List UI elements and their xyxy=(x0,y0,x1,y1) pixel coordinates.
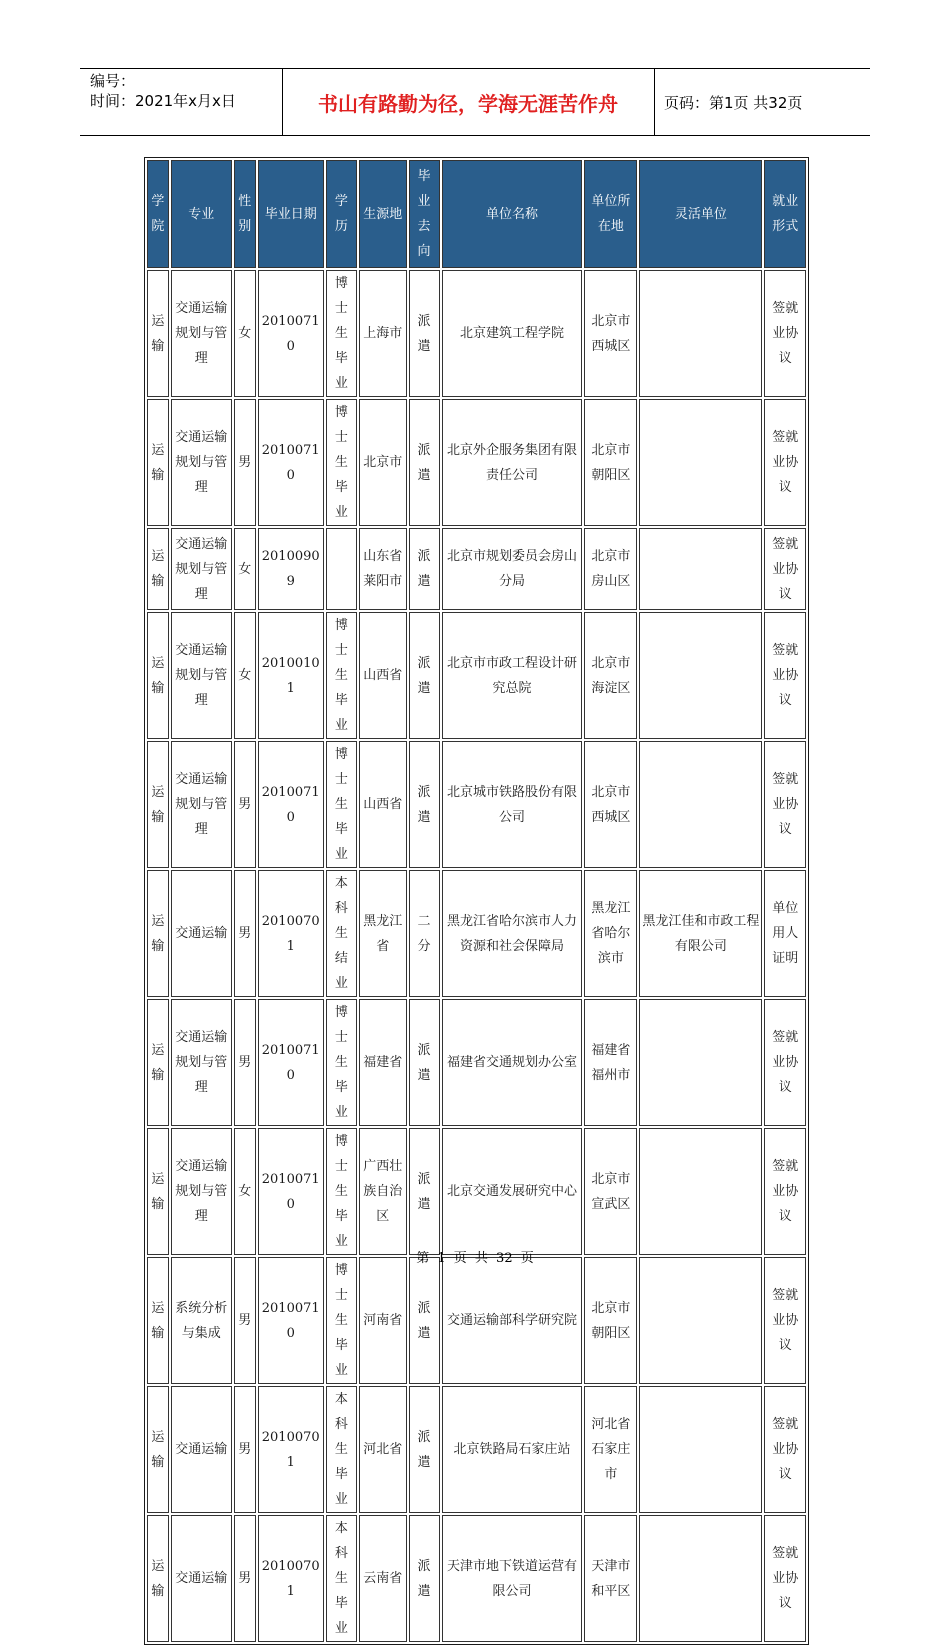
cell-destination: 派遣 xyxy=(409,612,440,739)
cell-employer: 福建省交通规划办公室 xyxy=(442,999,583,1126)
cell-major: 系统分析与集成 xyxy=(171,1257,232,1384)
header-page-info: 页码：第1页 共32页 xyxy=(664,93,803,112)
column-header-employer: 单位名称 xyxy=(442,160,583,268)
document-date: 时间：2021年x月x日 xyxy=(90,92,236,110)
cell-college: 运输 xyxy=(147,1257,169,1384)
cell-destination: 派遣 xyxy=(409,1386,440,1513)
cell-employment-form: 签就业协议 xyxy=(764,1128,806,1255)
cell-destination: 派遣 xyxy=(409,1515,440,1642)
cell-college: 运输 xyxy=(147,741,169,868)
cell-flexible-employer xyxy=(639,612,762,739)
cell-employer-location: 天津市和平区 xyxy=(584,1515,637,1642)
table-header-row xyxy=(147,160,806,268)
cell-employer: 天津市地下铁道运营有限公司 xyxy=(442,1515,583,1642)
cell-flexible-employer xyxy=(639,399,762,526)
cell-degree xyxy=(326,528,357,610)
cell-origin: 山西省 xyxy=(359,612,407,739)
column-header-origin: 生源地 xyxy=(359,160,407,268)
cell-employer: 北京城市铁路股份有限公司 xyxy=(442,741,583,868)
column-header-graduation-date: 毕业日期 xyxy=(258,160,324,268)
cell-employer: 交通运输部科学研究院 xyxy=(442,1257,583,1384)
employment-table-wrapper xyxy=(144,157,809,1645)
cell-major: 交通运输规划与管理 xyxy=(171,528,232,610)
table-row xyxy=(147,1515,806,1642)
cell-gender: 男 xyxy=(234,1257,256,1384)
table-row xyxy=(147,270,806,397)
header-motto: 书山有路勤为径，学海无涯苦作舟 xyxy=(318,91,618,116)
cell-employment-form: 签就业协议 xyxy=(764,528,806,610)
cell-employer: 黑龙江省哈尔滨市人力资源和社会保障局 xyxy=(442,870,583,997)
cell-employer-location: 北京市宣武区 xyxy=(584,1128,637,1255)
cell-origin: 云南省 xyxy=(359,1515,407,1642)
cell-college: 运输 xyxy=(147,612,169,739)
cell-employer-location: 黑龙江省哈尔滨市 xyxy=(584,870,637,997)
page-footer: 第 1 页 共 32 页 xyxy=(416,1251,534,1266)
cell-employer-location: 北京市房山区 xyxy=(584,528,637,610)
cell-degree: 博士生毕业 xyxy=(326,612,357,739)
cell-college: 运输 xyxy=(147,399,169,526)
cell-gender: 女 xyxy=(234,612,256,739)
cell-gender: 男 xyxy=(234,1515,256,1642)
cell-employment-form: 签就业协议 xyxy=(764,1386,806,1513)
cell-origin: 山东省莱阳市 xyxy=(359,528,407,610)
header-divider xyxy=(654,69,655,135)
cell-major: 交通运输规划与管理 xyxy=(171,741,232,868)
table-row xyxy=(147,528,806,610)
cell-major: 交通运输规划与管理 xyxy=(171,1128,232,1255)
cell-degree: 本科生毕业 xyxy=(326,1386,357,1513)
cell-gender: 女 xyxy=(234,528,256,610)
cell-major: 交通运输规划与管理 xyxy=(171,999,232,1126)
cell-employer-location: 北京市朝阳区 xyxy=(584,399,637,526)
column-header-degree: 学历 xyxy=(326,160,357,268)
cell-college: 运输 xyxy=(147,999,169,1126)
cell-degree: 本科生毕业 xyxy=(326,1515,357,1642)
cell-degree: 博士生毕业 xyxy=(326,741,357,868)
cell-degree: 博士生毕业 xyxy=(326,1128,357,1255)
cell-employer: 北京市规划委员会房山分局 xyxy=(442,528,583,610)
cell-flexible-employer xyxy=(639,270,762,397)
cell-graduation-date: 20100701 xyxy=(258,870,324,997)
cell-major: 交通运输 xyxy=(171,1386,232,1513)
cell-employer-location: 福建省福州市 xyxy=(584,999,637,1126)
cell-gender: 女 xyxy=(234,1128,256,1255)
cell-origin: 上海市 xyxy=(359,270,407,397)
cell-graduation-date: 20100710 xyxy=(258,999,324,1126)
cell-origin: 黑龙江省 xyxy=(359,870,407,997)
cell-origin: 北京市 xyxy=(359,399,407,526)
cell-employment-form: 签就业协议 xyxy=(764,612,806,739)
cell-employer: 北京铁路局石家庄站 xyxy=(442,1386,583,1513)
cell-employer-location: 北京市海淀区 xyxy=(584,612,637,739)
cell-gender: 男 xyxy=(234,741,256,868)
cell-graduation-date: 20100701 xyxy=(258,1386,324,1513)
table-row xyxy=(147,870,806,997)
column-header-employer-location: 单位所在地 xyxy=(584,160,637,268)
cell-origin: 河北省 xyxy=(359,1386,407,1513)
cell-employment-form: 签就业协议 xyxy=(764,1515,806,1642)
cell-origin: 河南省 xyxy=(359,1257,407,1384)
cell-degree: 博士生毕业 xyxy=(326,999,357,1126)
cell-gender: 男 xyxy=(234,870,256,997)
table-row xyxy=(147,741,806,868)
cell-gender: 男 xyxy=(234,399,256,526)
cell-origin: 山西省 xyxy=(359,741,407,868)
cell-degree: 博士生毕业 xyxy=(326,1257,357,1384)
cell-degree: 本科生结业 xyxy=(326,870,357,997)
cell-flexible-employer xyxy=(639,741,762,868)
cell-graduation-date: 20100710 xyxy=(258,270,324,397)
table-body xyxy=(147,270,806,1642)
cell-employer: 北京交通发展研究中心 xyxy=(442,1128,583,1255)
cell-destination: 派遣 xyxy=(409,399,440,526)
cell-destination: 派遣 xyxy=(409,999,440,1126)
cell-degree: 博士生毕业 xyxy=(326,399,357,526)
table-row xyxy=(147,1128,806,1255)
cell-employment-form: 签就业协议 xyxy=(764,1257,806,1384)
column-header-employment-form: 就业形式 xyxy=(764,160,806,268)
cell-flexible-employer xyxy=(639,528,762,610)
cell-gender: 男 xyxy=(234,999,256,1126)
column-header-major: 专业 xyxy=(171,160,232,268)
page-header xyxy=(80,68,870,136)
cell-destination: 派遣 xyxy=(409,528,440,610)
header-meta xyxy=(90,71,290,111)
cell-employer-location: 北京市西城区 xyxy=(584,270,637,397)
cell-graduation-date: 20100710 xyxy=(258,399,324,526)
cell-college: 运输 xyxy=(147,1515,169,1642)
cell-destination: 派遣 xyxy=(409,741,440,868)
document-number-label: 编号： xyxy=(90,72,136,90)
cell-employment-form: 签就业协议 xyxy=(764,741,806,868)
cell-graduation-date: 20100710 xyxy=(258,1128,324,1255)
cell-flexible-employer xyxy=(639,1386,762,1513)
cell-gender: 女 xyxy=(234,270,256,397)
cell-gender: 男 xyxy=(234,1386,256,1513)
cell-college: 运输 xyxy=(147,270,169,397)
cell-employer-location: 北京市西城区 xyxy=(584,741,637,868)
cell-flexible-employer xyxy=(639,1128,762,1255)
cell-employer-location: 河北省石家庄市 xyxy=(584,1386,637,1513)
column-header-destination: 毕业去向 xyxy=(409,160,440,268)
cell-flexible-employer xyxy=(639,1257,762,1384)
table-row xyxy=(147,999,806,1126)
cell-major: 交通运输 xyxy=(171,1515,232,1642)
cell-college: 运输 xyxy=(147,1386,169,1513)
cell-major: 交通运输规划与管理 xyxy=(171,270,232,397)
column-header-flexible-employer: 灵活单位 xyxy=(639,160,762,268)
cell-employment-form: 签就业协议 xyxy=(764,270,806,397)
cell-major: 交通运输规划与管理 xyxy=(171,399,232,526)
cell-flexible-employer xyxy=(639,999,762,1126)
column-header-college: 学院 xyxy=(147,160,169,268)
cell-major: 交通运输规划与管理 xyxy=(171,612,232,739)
cell-graduation-date: 20100710 xyxy=(258,1257,324,1384)
cell-destination: 二分 xyxy=(409,870,440,997)
cell-origin: 广西壮族自治区 xyxy=(359,1128,407,1255)
cell-degree: 博士生毕业 xyxy=(326,270,357,397)
table-row xyxy=(147,399,806,526)
cell-employer: 北京外企服务集团有限责任公司 xyxy=(442,399,583,526)
table-row xyxy=(147,1257,806,1384)
cell-major: 交通运输 xyxy=(171,870,232,997)
cell-flexible-employer: 黑龙江佳和市政工程有限公司 xyxy=(639,870,762,997)
cell-graduation-date: 20100101 xyxy=(258,612,324,739)
table-row xyxy=(147,612,806,739)
cell-employment-form: 签就业协议 xyxy=(764,399,806,526)
cell-employer-location: 北京市朝阳区 xyxy=(584,1257,637,1384)
cell-college: 运输 xyxy=(147,1128,169,1255)
cell-destination: 派遣 xyxy=(409,1257,440,1384)
cell-employment-form: 签就业协议 xyxy=(764,999,806,1126)
cell-graduation-date: 20100710 xyxy=(258,741,324,868)
cell-college: 运输 xyxy=(147,528,169,610)
cell-college: 运输 xyxy=(147,870,169,997)
cell-employment-form: 单位用人证明 xyxy=(764,870,806,997)
cell-employer: 北京建筑工程学院 xyxy=(442,270,583,397)
cell-graduation-date: 20100909 xyxy=(258,528,324,610)
employment-table xyxy=(144,157,809,1645)
table-row xyxy=(147,1386,806,1513)
cell-flexible-employer xyxy=(639,1515,762,1642)
cell-graduation-date: 20100701 xyxy=(258,1515,324,1642)
column-header-gender: 性别 xyxy=(234,160,256,268)
cell-destination: 派遣 xyxy=(409,270,440,397)
cell-origin: 福建省 xyxy=(359,999,407,1126)
cell-employer: 北京市市政工程设计研究总院 xyxy=(442,612,583,739)
cell-destination: 派遣 xyxy=(409,1128,440,1255)
